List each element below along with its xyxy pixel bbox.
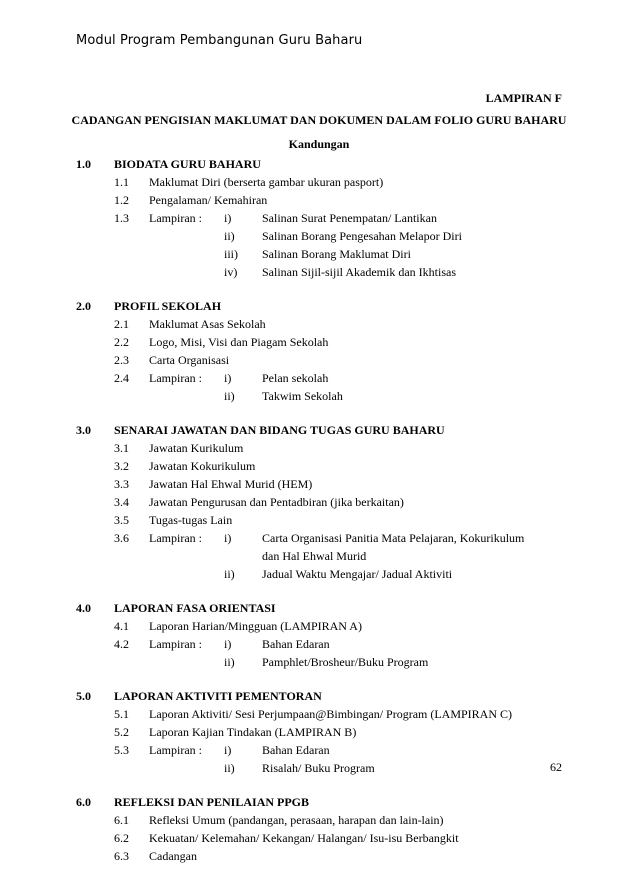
list-item <box>76 829 576 847</box>
list-item <box>76 333 576 351</box>
item-number: 4.2 <box>114 637 129 651</box>
roman-numeral: ii) <box>224 229 235 243</box>
item-text: Lampiran : <box>149 371 202 385</box>
list-item <box>76 315 576 333</box>
sub-item-text: dan Hal Ehwal Murid <box>262 549 367 563</box>
item-text: Lampiran : <box>149 637 202 651</box>
item-text: Jawatan Kokurikulum <box>149 459 256 473</box>
item-text: Cadangan <box>149 849 197 863</box>
section-heading <box>76 155 576 173</box>
item-number: 3.1 <box>114 441 129 455</box>
section-number: 5.0 <box>76 689 91 703</box>
sub-item-text: Salinan Surat Penempatan/ Lantikan <box>262 211 437 225</box>
section-heading <box>76 793 576 811</box>
item-number: 2.4 <box>114 371 129 385</box>
section-block <box>76 297 576 405</box>
item-text: Lampiran : <box>149 531 202 545</box>
roman-numeral: ii) <box>224 389 235 403</box>
item-text: Jawatan Kurikulum <box>149 441 244 455</box>
list-item <box>76 439 576 457</box>
sub-list-item <box>76 759 576 777</box>
roman-numeral: iv) <box>224 265 238 279</box>
list-item <box>76 741 576 759</box>
section-number: 6.0 <box>76 795 91 809</box>
section-number: 4.0 <box>76 601 91 615</box>
section-block <box>76 687 576 777</box>
item-number: 3.5 <box>114 513 129 527</box>
sub-list-item <box>76 565 576 583</box>
roman-numeral: ii) <box>224 655 235 669</box>
item-text: Tugas-tugas Lain <box>149 513 233 527</box>
item-text: Laporan Kajian Tindakan (LAMPIRAN B) <box>149 725 357 739</box>
section-title: LAPORAN FASA ORIENTASI <box>114 601 276 615</box>
item-number: 3.4 <box>114 495 129 509</box>
item-text: Maklumat Diri (berserta gambar ukuran pasport) <box>149 175 384 189</box>
section-block <box>76 793 576 865</box>
section-number: 3.0 <box>76 423 91 437</box>
item-number: 3.3 <box>114 477 129 491</box>
item-number: 2.2 <box>114 335 129 349</box>
item-text: Pengalaman/ Kemahiran <box>149 193 268 207</box>
item-number: 6.2 <box>114 831 129 845</box>
section-heading <box>76 421 576 439</box>
item-number: 2.1 <box>114 317 129 331</box>
list-item <box>76 617 576 635</box>
list-item <box>76 511 576 529</box>
list-item <box>76 493 576 511</box>
item-text: Lampiran : <box>149 211 202 225</box>
sub-item-text: Pamphlet/Brosheur/Buku Program <box>262 655 429 669</box>
running-header: Modul Program Pembangunan Guru Baharu <box>76 33 363 48</box>
roman-numeral: ii) <box>224 567 235 581</box>
section-title: SENARAI JAWATAN DAN BIDANG TUGAS GURU BAHARU <box>114 423 445 437</box>
roman-numeral: ii) <box>224 761 235 775</box>
section-title: LAPORAN AKTIVITI PEMENTORAN <box>114 689 322 703</box>
sub-list-item <box>76 263 576 281</box>
item-text: Carta Organisasi <box>149 353 230 367</box>
item-text: Jawatan Hal Ehwal Murid (HEM) <box>149 477 313 491</box>
sub-list-item <box>76 227 576 245</box>
sub-list-item <box>76 547 576 565</box>
section-title: PROFIL SEKOLAH <box>114 299 222 313</box>
item-text: Laporan Harian/Mingguan (LAMPIRAN A) <box>149 619 362 633</box>
sub-item-text: Salinan Sijil-sijil Akademik dan Ikhtisas <box>262 265 456 279</box>
list-item <box>76 705 576 723</box>
item-number: 5.1 <box>114 707 129 721</box>
sub-list-item <box>76 387 576 405</box>
contents-heading: Kandungan <box>288 137 350 151</box>
roman-numeral: i) <box>224 211 232 225</box>
sub-item-text: Salinan Borang Maklumat Diri <box>262 247 411 261</box>
item-text: Refleksi Umum (pandangan, perasaan, harapan dan lain-lain) <box>149 813 444 827</box>
item-number: 5.3 <box>114 743 129 757</box>
section-block <box>76 155 576 281</box>
item-text: Jawatan Pengurusan dan Pentadbiran (jika berkaitan) <box>149 495 404 509</box>
list-item <box>76 173 576 191</box>
section-block <box>76 599 576 671</box>
item-text: Lampiran : <box>149 743 202 757</box>
roman-numeral: i) <box>224 531 232 545</box>
item-number: 6.1 <box>114 813 129 827</box>
item-number: 6.3 <box>114 849 129 863</box>
roman-numeral: i) <box>224 743 232 757</box>
list-item <box>76 475 576 493</box>
list-item <box>76 811 576 829</box>
sub-item-text: Bahan Edaran <box>262 637 330 651</box>
roman-numeral: i) <box>224 637 232 651</box>
sub-list-item <box>76 653 576 671</box>
item-number: 1.1 <box>114 175 129 189</box>
roman-numeral: iii) <box>224 247 238 261</box>
section-title: REFLEKSI DAN PENILAIAN PPGB <box>114 795 310 809</box>
list-item <box>76 369 576 387</box>
document-title: CADANGAN PENGISIAN MAKLUMAT DAN DOKUMEN DALAM FOLIO GURU BAHARU <box>71 113 567 127</box>
item-number: 3.6 <box>114 531 129 545</box>
lampiran-label: LAMPIRAN F <box>485 91 562 105</box>
contents-list <box>76 155 576 881</box>
sub-item-text: Salinan Borang Pengesahan Melapor Diri <box>262 229 462 243</box>
list-item <box>76 351 576 369</box>
section-number: 2.0 <box>76 299 91 313</box>
list-item <box>76 209 576 227</box>
list-item <box>76 847 576 865</box>
section-heading <box>76 297 576 315</box>
list-item <box>76 191 576 209</box>
item-text: Maklumat Asas Sekolah <box>149 317 266 331</box>
item-number: 1.2 <box>114 193 129 207</box>
list-item <box>76 457 576 475</box>
section-heading <box>76 599 576 617</box>
item-text: Logo, Misi, Visi dan Piagam Sekolah <box>149 335 329 349</box>
sub-item-text: Jadual Waktu Mengajar/ Jadual Aktiviti <box>262 567 453 581</box>
sub-list-item <box>76 245 576 263</box>
list-item <box>76 635 576 653</box>
section-block <box>76 421 576 583</box>
sub-item-text: Risalah/ Buku Program <box>262 761 375 775</box>
item-text: Kekuatan/ Kelemahan/ Kekangan/ Halangan/ Isu-isu Berbangkit <box>149 831 459 845</box>
item-text: Laporan Aktiviti/ Sesi Perjumpaan@Bimbingan/ Program (LAMPIRAN C) <box>149 707 513 721</box>
sub-item-text: Pelan sekolah <box>262 371 329 385</box>
roman-numeral: i) <box>224 371 232 385</box>
item-number: 2.3 <box>114 353 129 367</box>
list-item <box>76 723 576 741</box>
section-title: BIODATA GURU BAHARU <box>114 157 261 171</box>
section-heading <box>76 687 576 705</box>
page-number: 62 <box>550 760 562 774</box>
item-number: 5.2 <box>114 725 129 739</box>
item-number: 3.2 <box>114 459 129 473</box>
sub-item-text: Takwim Sekolah <box>262 389 343 403</box>
section-number: 1.0 <box>76 157 91 171</box>
sub-item-text: Bahan Edaran <box>262 743 330 757</box>
list-item <box>76 529 576 547</box>
item-number: 1.3 <box>114 211 129 225</box>
sub-item-text: Carta Organisasi Panitia Mata Pelajaran, Kokurikulum <box>262 531 525 545</box>
item-number: 4.1 <box>114 619 129 633</box>
